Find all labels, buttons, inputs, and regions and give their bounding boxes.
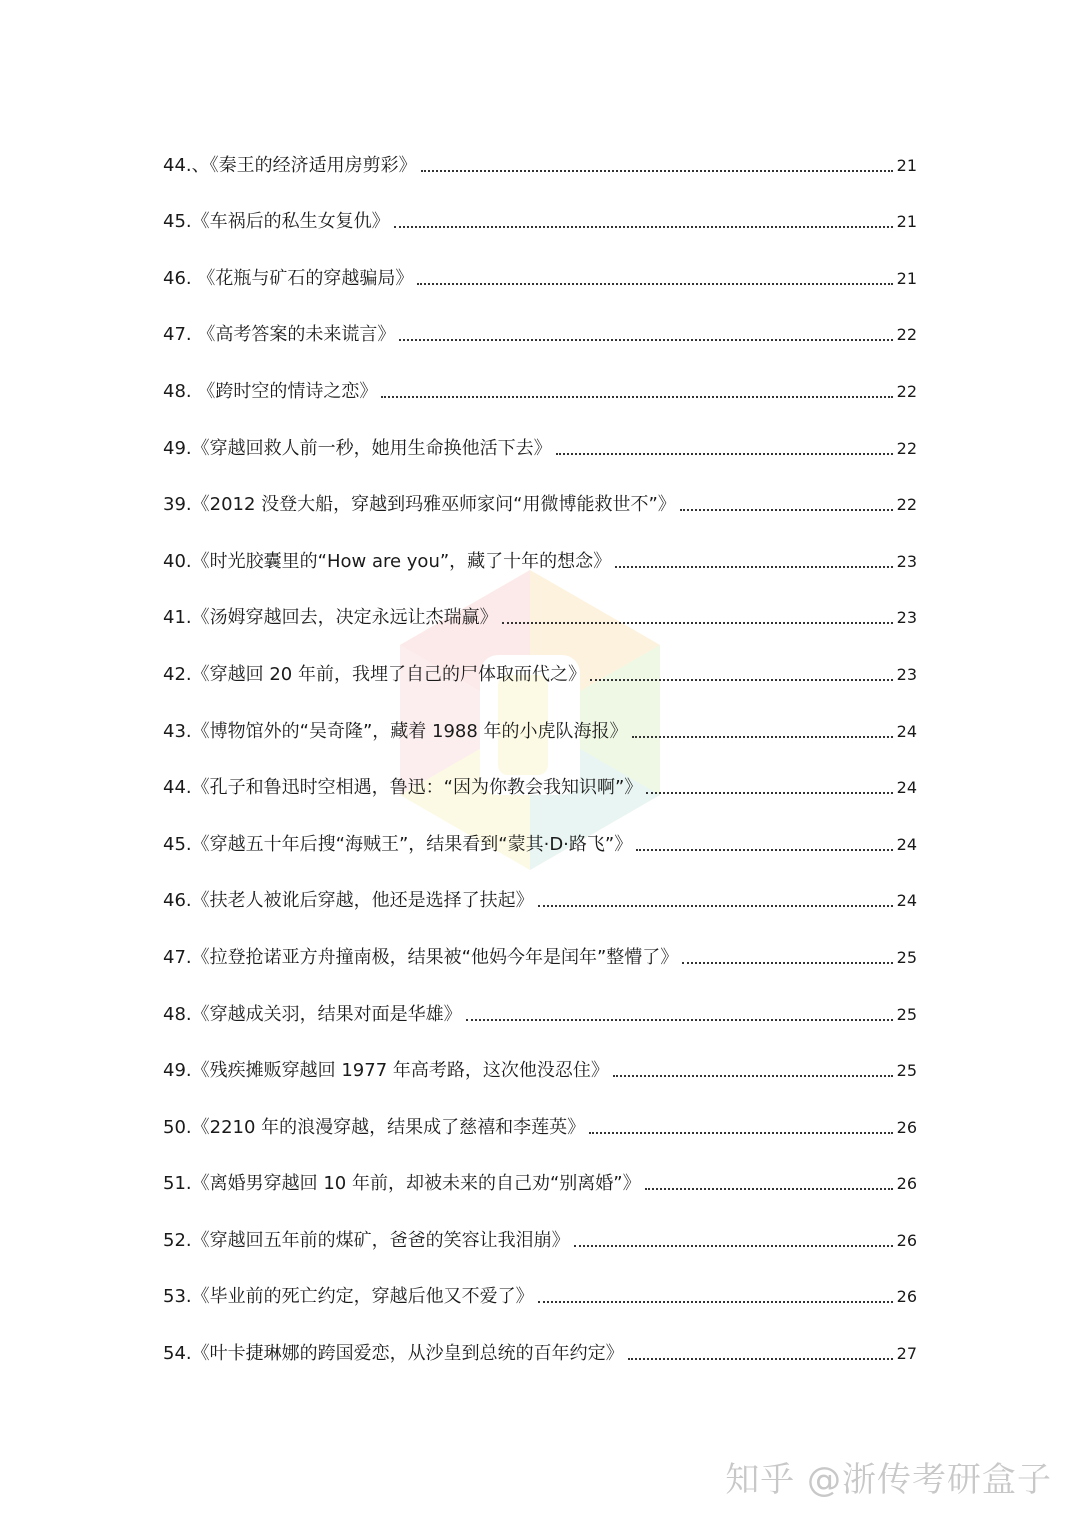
dot-leader — [682, 962, 892, 964]
toc-entry-page: 26 — [896, 1117, 917, 1137]
toc-entry-title: 53.《毕业前的死亡约定，穿越后他又不爱了》 — [163, 1286, 534, 1308]
toc-entry[interactable] — [163, 987, 917, 1044]
toc-entry-title: 43.《博物馆外的“吴奇隆”，藏着 1988 年的小虎队海报》 — [163, 720, 628, 742]
toc-entry-title: 50.《2210 年的浪漫穿越，结果成了慈禧和李莲英》 — [163, 1116, 586, 1138]
toc-entry[interactable] — [163, 1044, 917, 1101]
toc-entry[interactable] — [163, 195, 917, 252]
dot-leader — [538, 1301, 893, 1303]
toc-entry-title: 41.《汤姆穿越回去，决定永远让杰瑞赢》 — [163, 607, 498, 629]
toc-entry[interactable] — [163, 308, 917, 365]
toc-entry-page: 21 — [896, 212, 917, 232]
dot-leader — [680, 509, 893, 511]
toc-entry[interactable] — [163, 591, 917, 648]
dot-leader — [589, 1132, 892, 1134]
toc-entry-page: 22 — [896, 438, 917, 458]
toc-entry-title: 46.《扶老人被讹后穿越，他还是选择了扶起》 — [163, 890, 534, 912]
toc-entry[interactable] — [163, 1213, 917, 1270]
toc-entry[interactable] — [163, 1326, 917, 1383]
toc-entry-page: 21 — [896, 268, 917, 288]
dot-leader — [590, 679, 893, 681]
table-of-contents — [163, 138, 917, 1383]
toc-entry-title: 52.《穿越回五年前的煤矿，爸爸的笑容让我泪崩》 — [163, 1229, 570, 1251]
dot-leader — [502, 622, 893, 624]
toc-entry[interactable] — [163, 1270, 917, 1327]
toc-entry-page: 23 — [896, 551, 917, 571]
toc-entry-title: 39.《2012 没登大船，穿越到玛雅巫师家问“用微博能救世不”》 — [163, 494, 676, 516]
toc-entry-page: 22 — [896, 495, 917, 515]
toc-entry-title: 47.《拉登抢诺亚方舟撞南极，结果被“他妈今年是闰年”整懵了》 — [163, 946, 679, 968]
dot-leader — [574, 1245, 893, 1247]
toc-entry-page: 26 — [896, 1287, 917, 1307]
dot-leader — [646, 792, 892, 794]
dot-leader — [636, 849, 892, 851]
toc-entry[interactable] — [163, 1100, 917, 1157]
toc-entry-page: 25 — [896, 947, 917, 967]
toc-entry-page: 26 — [896, 1230, 917, 1250]
dot-leader — [421, 170, 893, 172]
toc-entry[interactable] — [163, 704, 917, 761]
toc-entry-page: 21 — [896, 155, 917, 175]
toc-entry-page: 23 — [896, 608, 917, 628]
dot-leader — [538, 905, 893, 907]
toc-entry-page: 27 — [896, 1344, 917, 1364]
toc-entry-title: 40.《时光胶囊里的“How are you”，藏了十年的想念》 — [163, 550, 612, 572]
dot-leader — [556, 453, 893, 455]
toc-entry-page: 22 — [896, 325, 917, 345]
toc-entry-page: 23 — [896, 664, 917, 684]
toc-entry-page: 22 — [896, 381, 917, 401]
toc-entry-title: 54.《叶卡捷琳娜的跨国爱恋，从沙皇到总统的百年约定》 — [163, 1343, 624, 1365]
toc-entry[interactable] — [163, 647, 917, 704]
dot-leader — [628, 1358, 893, 1360]
toc-entry[interactable] — [163, 478, 917, 535]
toc-entry-title: 44.、《秦王的经济适用房剪彩》 — [163, 154, 417, 176]
dot-leader — [645, 1188, 893, 1190]
toc-entry[interactable] — [163, 874, 917, 931]
toc-entry-title: 49.《残疾摊贩穿越回 1977 年高考路，这次他没忍住》 — [163, 1060, 609, 1082]
toc-entry-page: 26 — [896, 1174, 917, 1194]
toc-entry-title: 48.《穿越成关羽，结果对面是华雄》 — [163, 1003, 462, 1025]
dot-leader — [615, 566, 892, 568]
dot-leader — [632, 736, 893, 738]
toc-entry[interactable] — [163, 761, 917, 818]
toc-entry-title: 49.《穿越回救人前一秒，她用生命换他活下去》 — [163, 437, 552, 459]
toc-entry-title: 45.《穿越五十年后搜“海贼王”，结果看到“蒙其·D·路飞”》 — [163, 833, 633, 855]
toc-entry-page: 25 — [896, 1061, 917, 1081]
toc-entry-page: 24 — [896, 834, 917, 854]
toc-entry-title: 44.《孔子和鲁迅时空相遇，鲁迅：“因为你教会我知识啊”》 — [163, 777, 643, 799]
dot-leader — [466, 1019, 893, 1021]
toc-entry-page: 25 — [896, 1004, 917, 1024]
toc-entry-title: 47. 《高考答案的未来谎言》 — [163, 324, 396, 346]
dot-leader — [399, 339, 892, 341]
dot-leader — [394, 226, 893, 228]
dot-leader — [381, 396, 892, 398]
toc-entry[interactable] — [163, 421, 917, 478]
toc-entry-page: 24 — [896, 891, 917, 911]
toc-entry-title: 42.《穿越回 20 年前，我埋了自己的尸体取而代之》 — [163, 663, 586, 685]
toc-entry-title: 51.《离婚男穿越回 10 年前，却被未来的自己劝“别离婚”》 — [163, 1173, 641, 1195]
dot-leader — [417, 283, 892, 285]
toc-entry[interactable] — [163, 1157, 917, 1214]
toc-entry-title: 46. 《花瓶与矿石的穿越骗局》 — [163, 267, 414, 289]
toc-entry[interactable] — [163, 534, 917, 591]
toc-entry-page: 24 — [896, 721, 917, 741]
toc-entry-page: 24 — [896, 778, 917, 798]
toc-entry[interactable] — [163, 364, 917, 421]
toc-entry-title: 45.《车祸后的私生女复仇》 — [163, 211, 390, 233]
toc-entry[interactable] — [163, 817, 917, 874]
toc-entry[interactable] — [163, 251, 917, 308]
dot-leader — [613, 1075, 893, 1077]
toc-entry[interactable] — [163, 138, 917, 195]
toc-entry-title: 48. 《跨时空的情诗之恋》 — [163, 380, 378, 402]
zhihu-watermark: 知乎 @浙传考研盒子 — [725, 1460, 1052, 1500]
toc-entry[interactable] — [163, 930, 917, 987]
